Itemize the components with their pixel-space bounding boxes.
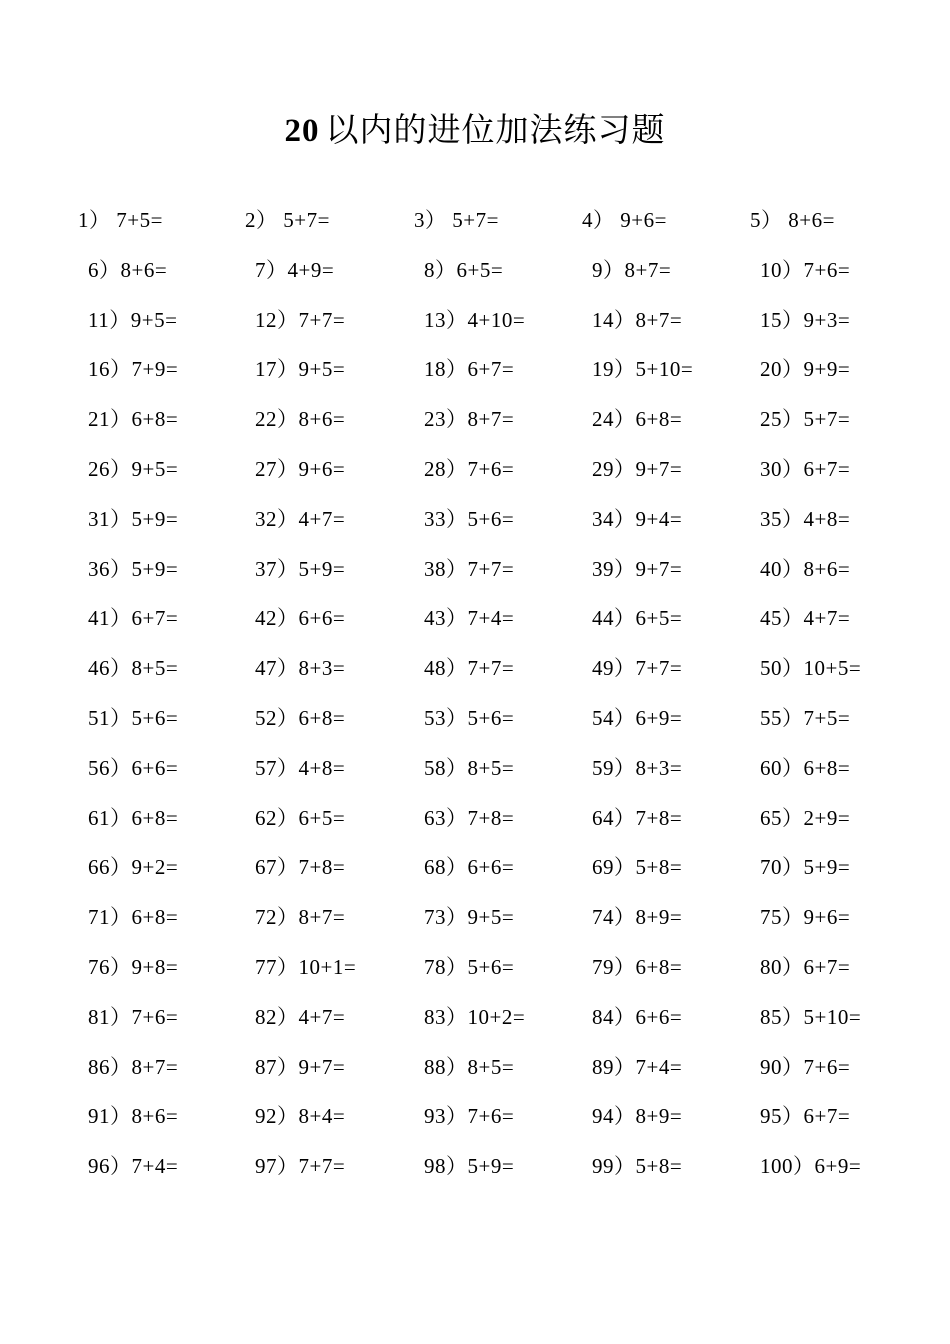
problem-item: 97）7+7= — [255, 1154, 346, 1179]
problem-item: 69）5+8= — [592, 855, 683, 880]
problem-item: 71）6+8= — [88, 905, 179, 930]
problem-item: 13）4+10= — [424, 307, 526, 332]
problem-item: 46）8+5= — [88, 656, 179, 681]
problem-item: 79）6+8= — [592, 955, 683, 979]
problem-item: 18）6+7= — [424, 357, 515, 382]
problem-item: 81）7+6= — [88, 1004, 179, 1029]
problem-item: 55）7+5= — [760, 706, 851, 730]
problem-item: 6）8+6= — [88, 257, 168, 282]
problem-item: 15）9+3= — [760, 307, 851, 332]
problem-item: 5） 8+6= — [750, 208, 835, 232]
problem-item: 95）6+7= — [760, 1104, 851, 1129]
problem-item: 67）7+8= — [255, 855, 346, 880]
problem-item: 39）9+7= — [592, 556, 683, 581]
problem-item: 61）6+8= — [88, 805, 179, 830]
problem-item: 87）9+7= — [255, 1054, 346, 1079]
problem-item: 65）2+9= — [760, 805, 851, 830]
problem-item: 76）9+8= — [88, 955, 179, 979]
problem-item: 19）5+10= — [592, 357, 694, 382]
problem-item: 59）8+3= — [592, 755, 683, 780]
problem-item: 16）7+9= — [88, 357, 179, 382]
problem-item: 34）9+4= — [592, 506, 683, 531]
problem-item: 32）4+7= — [255, 506, 346, 531]
problem-item: 52）6+8= — [255, 706, 346, 730]
problem-item: 7）4+9= — [255, 257, 335, 282]
problem-item: 66）9+2= — [88, 855, 179, 880]
problem-item: 78）5+6= — [424, 955, 515, 979]
problem-item: 99）5+8= — [592, 1154, 683, 1179]
problem-item: 41）6+7= — [88, 606, 179, 631]
problem-item: 84）6+6= — [592, 1004, 683, 1029]
problem-item: 73）9+5= — [424, 905, 515, 930]
problem-item: 98）5+9= — [424, 1154, 515, 1179]
problem-item: 10）7+6= — [760, 257, 851, 282]
problem-item: 25）5+7= — [760, 407, 851, 432]
problem-item: 42）6+6= — [255, 606, 346, 631]
problem-item: 75）9+6= — [760, 905, 851, 930]
problem-item: 44）6+5= — [592, 606, 683, 631]
problem-item: 36）5+9= — [88, 556, 179, 581]
problem-item: 37）5+9= — [255, 556, 346, 581]
problem-item: 89）7+4= — [592, 1054, 683, 1079]
problem-item: 24）6+8= — [592, 407, 683, 432]
problem-item: 80）6+7= — [760, 955, 851, 979]
problem-item: 93）7+6= — [424, 1104, 515, 1129]
problem-item: 22）8+6= — [255, 407, 346, 432]
page-title-number: 20 — [284, 113, 320, 149]
problem-item: 11）9+5= — [88, 307, 178, 332]
problem-item: 92）8+4= — [255, 1104, 346, 1129]
problem-item: 26）9+5= — [88, 457, 179, 481]
problem-item: 45）4+7= — [760, 606, 851, 631]
problem-item: 100）6+9= — [760, 1154, 862, 1179]
problem-item: 68）6+6= — [424, 855, 515, 880]
problem-item: 20）9+9= — [760, 357, 851, 382]
problem-item: 96）7+4= — [88, 1154, 179, 1179]
problem-item: 2） 5+7= — [245, 208, 330, 232]
problem-item: 35）4+8= — [760, 506, 851, 531]
problem-item: 56）6+6= — [88, 755, 179, 780]
problem-item: 51）5+6= — [88, 706, 179, 730]
problem-item: 9）8+7= — [592, 257, 672, 282]
problem-item: 54）6+9= — [592, 706, 683, 730]
problem-item: 86）8+7= — [88, 1054, 179, 1079]
problem-item: 3） 5+7= — [414, 208, 499, 232]
problem-item: 58）8+5= — [424, 755, 515, 780]
problem-item: 83）10+2= — [424, 1004, 526, 1029]
problem-item: 94）8+9= — [592, 1104, 683, 1129]
problem-item: 17）9+5= — [255, 357, 346, 382]
problem-item: 29）9+7= — [592, 457, 683, 481]
problem-item: 50）10+5= — [760, 656, 862, 681]
problem-item: 70）5+9= — [760, 855, 851, 880]
problem-item: 72）8+7= — [255, 905, 346, 930]
problem-item: 38）7+7= — [424, 556, 515, 581]
problem-item: 43）7+4= — [424, 606, 515, 631]
problem-item: 85）5+10= — [760, 1004, 862, 1029]
problem-item: 47）8+3= — [255, 656, 346, 681]
problem-item: 88）8+5= — [424, 1054, 515, 1079]
problem-item: 53）5+6= — [424, 706, 515, 730]
problem-item: 77）10+1= — [255, 955, 357, 979]
problem-item: 49）7+7= — [592, 656, 683, 681]
problem-item: 74）8+9= — [592, 905, 683, 930]
problem-item: 23）8+7= — [424, 407, 515, 432]
problem-item: 1） 7+5= — [78, 208, 163, 232]
problem-item: 82）4+7= — [255, 1004, 346, 1029]
problem-item: 63）7+8= — [424, 805, 515, 830]
problem-item: 90）7+6= — [760, 1054, 851, 1079]
page-title-text: 以内的进位加法练习题 — [325, 113, 666, 149]
problem-item: 8）6+5= — [424, 257, 504, 282]
problem-item: 40）8+6= — [760, 556, 851, 581]
problem-item: 64）7+8= — [592, 805, 683, 830]
problem-item: 91）8+6= — [88, 1104, 179, 1129]
problem-item: 28）7+6= — [424, 457, 515, 481]
problem-item: 31）5+9= — [88, 506, 179, 531]
problem-item: 57）4+8= — [255, 755, 346, 780]
problem-item: 30）6+7= — [760, 457, 851, 481]
problem-item: 4） 9+6= — [582, 208, 667, 232]
problem-item: 48）7+7= — [424, 656, 515, 681]
problem-item: 14）8+7= — [592, 307, 683, 332]
problem-item: 21）6+8= — [88, 407, 179, 432]
problem-item: 62）6+5= — [255, 805, 346, 830]
problem-item: 27）9+6= — [255, 457, 346, 481]
problem-item: 33）5+6= — [424, 506, 515, 531]
problem-item: 12）7+7= — [255, 307, 346, 332]
problem-item: 60）6+8= — [760, 755, 851, 780]
page-title — [0, 106, 950, 156]
